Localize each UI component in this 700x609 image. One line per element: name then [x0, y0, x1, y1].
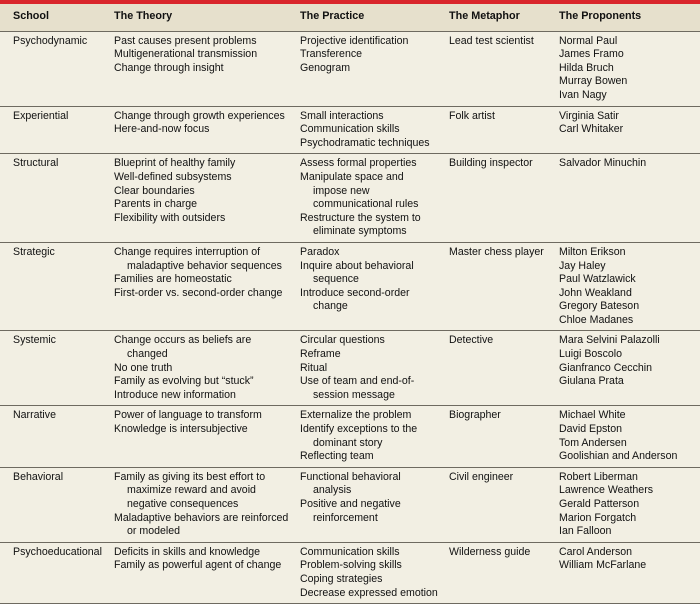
practice-item: Reflecting team: [300, 450, 374, 463]
table-row: [0, 467, 700, 542]
table-row: [0, 331, 700, 406]
practice-item: Ritual: [300, 361, 328, 374]
proponents-item: Luigi Boscolo: [559, 348, 623, 361]
cell-school: Experiential: [0, 106, 108, 154]
practice-item: Circular questions: [300, 334, 385, 347]
cell-practice: [294, 542, 443, 603]
proponents-item: James Framo: [559, 48, 624, 61]
proponents-item: Robert Liberman: [559, 470, 638, 483]
cell-proponents: [553, 542, 700, 603]
practice-item: Projective identification: [300, 34, 409, 47]
proponents-item: Giulana Prata: [559, 375, 624, 388]
proponents-item: Gianfranco Cecchin: [559, 361, 653, 374]
cell-school: Systemic: [0, 331, 108, 406]
proponents-item: Hilda Bruch: [559, 61, 614, 74]
header-proponents: The Proponents: [553, 4, 700, 31]
theory-item: Clear boundaries: [114, 184, 195, 197]
proponents-item: Goolishian and Anderson: [559, 450, 678, 463]
proponents-item: Virginia Satir: [559, 109, 619, 122]
table-row: [0, 242, 700, 331]
practice-item: Identify exceptions to the dominant story: [300, 423, 418, 449]
cell-practice: [294, 467, 443, 542]
theory-item: Well-defined subsystems: [114, 170, 232, 183]
cell-proponents: [553, 31, 700, 106]
theory-item: Introduce new information: [114, 388, 236, 401]
cell-practice: [294, 154, 443, 243]
practice-item: Positive and negative reinforcement: [300, 498, 401, 524]
theory-item: Change through insight: [114, 61, 224, 74]
cell-school: Narrative: [0, 406, 108, 467]
cell-theory: [108, 106, 294, 154]
theory-item: Families are homeostatic: [114, 273, 232, 286]
cell-practice: [294, 406, 443, 467]
theory-item: Change occurs as beliefs are changed: [114, 334, 252, 361]
proponents-item: Chloe Madanes: [559, 313, 634, 326]
proponents-item: Carol Anderson: [559, 545, 633, 558]
cell-metaphor: [443, 331, 553, 406]
cell-proponents: [553, 154, 700, 243]
header-metaphor: The Metaphor: [443, 4, 553, 31]
practice-item: Communication skills: [300, 123, 400, 136]
practice-item: Introduce second-order change: [300, 286, 410, 313]
table-header: [0, 4, 700, 31]
cell-theory: [108, 467, 294, 542]
theory-item: Maladaptive behaviors are reinforced or modeled: [114, 511, 289, 538]
metaphor-item: Civil engineer: [449, 470, 514, 483]
header-theory: The Theory: [108, 4, 294, 31]
cell-metaphor: [443, 31, 553, 106]
practice-item: Psychodramatic techniques: [300, 136, 430, 149]
theory-item: Multigenerational transmission: [114, 48, 258, 61]
practice-item: Communication skills: [300, 545, 400, 558]
proponents-item: Ivan Nagy: [559, 88, 607, 101]
cell-practice: [294, 242, 443, 331]
cell-metaphor: [443, 542, 553, 603]
table-row: [0, 542, 700, 603]
header-practice: The Practice: [294, 4, 443, 31]
theory-item: Family as giving its best effort to maximize reward and avoid negative consequences: [114, 470, 266, 510]
cell-proponents: [553, 242, 700, 331]
practice-item: Restructure the system to eliminate symptoms: [300, 211, 421, 238]
theory-item: No one truth: [114, 361, 173, 374]
cell-theory: [108, 154, 294, 243]
theory-item: Flexibility with outsiders: [114, 211, 226, 224]
proponents-item: Murray Bowen: [559, 75, 628, 88]
table-row: [0, 31, 700, 106]
proponents-item: William McFarlane: [559, 559, 647, 572]
table-row: [0, 106, 700, 154]
theory-item: Family as evolving but “stuck”: [114, 375, 254, 388]
proponents-item: David Epston: [559, 423, 623, 436]
practice-item: Paradox: [300, 245, 340, 258]
cell-metaphor: [443, 106, 553, 154]
cell-school: Psychoeducational: [0, 542, 108, 603]
metaphor-item: Biographer: [449, 409, 501, 422]
cell-school: Strategic: [0, 242, 108, 331]
cell-school: Psychodynamic: [0, 31, 108, 106]
proponents-item: Mara Selvini Palazolli: [559, 334, 660, 347]
theory-item: Deficits in skills and knowledge: [114, 545, 261, 558]
cell-proponents: [553, 106, 700, 154]
family-therapy-schools-table: [0, 4, 700, 604]
practice-item: Decrease expressed emotion: [300, 586, 438, 599]
cell-metaphor: [443, 406, 553, 467]
table-row: [0, 154, 700, 243]
proponents-item: John Weakland: [559, 286, 632, 299]
proponents-item: Gregory Bateson: [559, 300, 640, 313]
proponents-item: Milton Erikson: [559, 245, 626, 258]
practice-item: Problem-solving skills: [300, 559, 402, 572]
theory-item: Blueprint of healthy family: [114, 157, 236, 170]
table-body: [0, 31, 700, 604]
metaphor-item: Master chess player: [449, 245, 544, 258]
cell-metaphor: [443, 467, 553, 542]
practice-item: Manipulate space and impose new communicational rules: [300, 170, 419, 211]
proponents-item: Jay Haley: [559, 259, 606, 272]
cell-practice: [294, 331, 443, 406]
cell-theory: [108, 542, 294, 603]
practice-item: Transference: [300, 48, 363, 61]
cell-theory: [108, 406, 294, 467]
proponents-item: Marion Forgatch: [559, 511, 637, 524]
metaphor-item: Wilderness guide: [449, 545, 531, 558]
metaphor-item: Folk artist: [449, 109, 495, 122]
proponents-item: Gerald Patterson: [559, 498, 640, 510]
proponents-item: Carl Whitaker: [559, 123, 624, 136]
practice-item: Use of team and end-of-session message: [300, 375, 415, 401]
proponents-item: Paul Watzlawick: [559, 273, 636, 286]
theory-item: Power of language to transform: [114, 409, 262, 422]
theory-item: Family as powerful agent of change: [114, 559, 282, 572]
cell-school: Behavioral: [0, 467, 108, 542]
proponents-item: Michael White: [559, 409, 626, 422]
theory-item: Change through growth experiences: [114, 109, 285, 122]
practice-item: Small interactions: [300, 109, 384, 122]
practice-item: Inquire about behavioral sequence: [300, 259, 414, 286]
table-row: [0, 406, 700, 467]
theory-item: Here-and-now focus: [114, 123, 210, 136]
cell-proponents: [553, 406, 700, 467]
cell-proponents: [553, 467, 700, 542]
practice-item: Functional behavioral analysis: [300, 470, 401, 497]
proponents-item: Ian Falloon: [559, 525, 612, 538]
practice-item: Externalize the problem: [300, 409, 412, 422]
metaphor-item: Building inspector: [449, 157, 533, 170]
metaphor-item: Lead test scientist: [449, 34, 534, 47]
header-row: [0, 4, 700, 31]
cell-theory: [108, 331, 294, 406]
cell-practice: [294, 31, 443, 106]
theory-item: Past causes present problems: [114, 34, 257, 47]
practice-item: Reframe: [300, 348, 341, 361]
cell-practice: [294, 106, 443, 154]
practice-item: Assess formal properties: [300, 157, 417, 170]
theory-item: Parents in charge: [114, 198, 198, 211]
theory-item: Knowledge is intersubjective: [114, 423, 248, 436]
theory-item: Change requires interruption of maladaptive behavior sequences: [114, 245, 282, 272]
proponents-item: Tom Andersen: [559, 436, 627, 449]
cell-metaphor: [443, 154, 553, 243]
theory-item: First-order vs. second-order change: [114, 286, 283, 299]
header-school: School: [0, 4, 108, 31]
proponents-item: Normal Paul: [559, 34, 618, 47]
cell-metaphor: [443, 242, 553, 331]
metaphor-item: Detective: [449, 334, 494, 347]
practice-item: Coping strategies: [300, 572, 383, 585]
proponents-item: Salvador Minuchin: [559, 157, 647, 170]
cell-proponents: [553, 331, 700, 406]
cell-theory: [108, 31, 294, 106]
practice-item: Genogram: [300, 61, 351, 74]
proponents-item: Lawrence Weathers: [559, 484, 654, 497]
cell-theory: [108, 242, 294, 331]
cell-school: Structural: [0, 154, 108, 243]
